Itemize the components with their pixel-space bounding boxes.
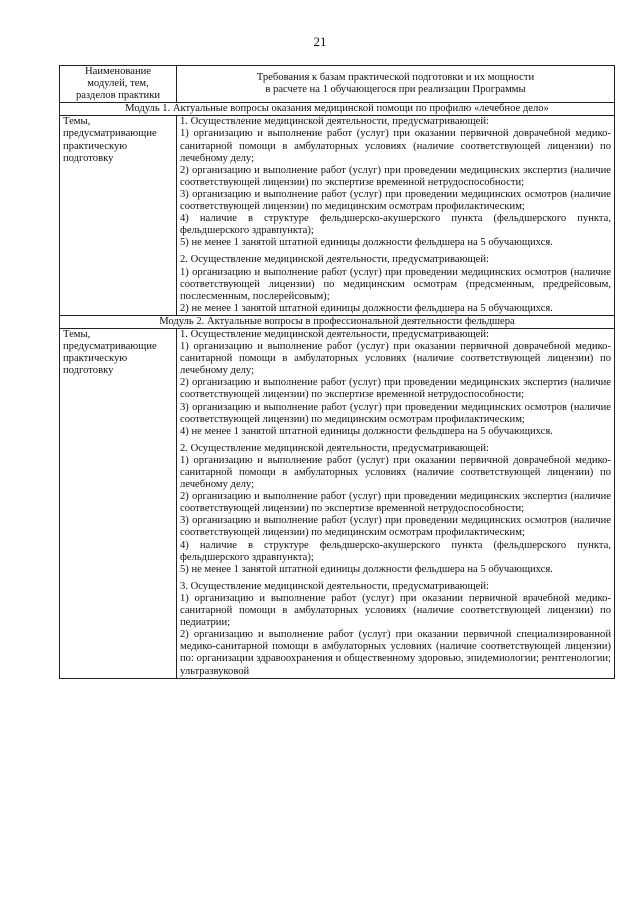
requirement-item: 2) организацию и выполнение работ (услуг) при оказании первичной специализированной медико-санитарной помощи в амбулаторных условиях (наличие соответствующей лицензии) по: организации здравоохранения и общественному здоровью, эпидемиологии; рентгенологии; ультразвуковой: [180, 629, 611, 677]
section-heading: 1. Осуществление медицинской деятельности, предусматривающей:: [180, 116, 489, 128]
requirement-item: 5) не менее 1 занятой штатной единицы должности фельдшера на 5 обучающихся.: [180, 237, 553, 249]
topics-line: предусматривающие: [63, 341, 157, 353]
module-2-content-row: [60, 328, 615, 678]
requirement-section: [180, 443, 611, 576]
requirement-item: 1) организацию и выполнение работ (услуг) при оказании первичной доврачебной медико-санитарной помощи в амбулаторных условиях (наличие соответствующей лицензии) по лечебному делу;: [180, 341, 611, 377]
table-header-row: [60, 66, 615, 103]
module-title-row: [60, 103, 615, 116]
module-1-topics-cell: [60, 116, 177, 316]
section-heading: 3. Осуществление медицинской деятельности, предусматривающей:: [180, 580, 489, 592]
requirement-section: [180, 581, 611, 678]
requirements-table: [59, 65, 615, 679]
requirement-item: 1) организацию и выполнение работ (услуг) при проведении медицинских осмотров (наличие соответствующей лицензии) по медицинским осмотрам (предсменным, предрейсовым, послесменным, послерейсовым);: [180, 266, 611, 302]
page-number: 21: [313, 34, 327, 49]
requirement-item: 5) не менее 1 занятой штатной единицы должности фельдшера на 5 обучающихся.: [180, 563, 553, 575]
requirement-section: [180, 329, 611, 438]
module-2-title: Модуль 2. Актуальные вопросы в профессиональной деятельности фельдшера: [60, 315, 615, 328]
requirement-item: 2) организацию и выполнение работ (услуг) при проведении медицинских экспертиз (наличие соответствующей лицензии) по экспертизе временной нетрудоспособности;: [180, 491, 611, 515]
topics-line: подготовку: [63, 365, 114, 377]
header-right-line: Требования к базам практической подготовки и их мощности: [256, 72, 535, 84]
topics-line: предусматривающие: [63, 128, 157, 140]
requirement-item: 2) не менее 1 занятой штатной единицы должности фельдшера на 5 обучающихся.: [180, 302, 553, 314]
topics-line: Темы,: [63, 116, 91, 128]
requirement-item: 4) не менее 1 занятой штатной единицы должности фельдшера на 5 обучающихся.: [180, 425, 553, 437]
module-title-row: [60, 315, 615, 328]
requirement-item: 4) наличие в структуре фельдшерско-акушерского пункта (фельдшерского пункта, фельдшерского здравпункта);: [180, 213, 611, 237]
header-requirements-column: [177, 66, 615, 103]
section-heading: 1. Осуществление медицинской деятельности, предусматривающей:: [180, 328, 489, 340]
section-heading: 2. Осуществление медицинской деятельности, предусматривающей:: [180, 254, 489, 266]
header-left-line: разделов практики: [75, 90, 161, 102]
topics-line: подготовку: [63, 152, 114, 164]
requirement-item: 3) организацию и выполнение работ (услуг) при проведении медицинских осмотров (наличие соответствующей лицензии) по медицинским осмотрам профилактическим;: [180, 401, 611, 425]
header-left-line: Наименование: [85, 66, 151, 77]
module-2-topics-cell: [60, 328, 177, 678]
requirement-item: 4) наличие в структуре фельдшерско-акушерского пункта (фельдшерского пункта, фельдшерского здравпункта);: [180, 539, 611, 563]
header-right-line: в расчете на 1 обучающегося при реализации Программы: [265, 84, 526, 96]
module-2-requirements-cell: [177, 328, 615, 678]
requirement-item: 3) организацию и выполнение работ (услуг) при проведении медицинских осмотров (наличие соответствующей лицензии) по медицинским осмотрам профилактическим;: [180, 515, 611, 539]
section-heading: 2. Осуществление медицинской деятельности, предусматривающей:: [180, 442, 489, 454]
module-1-title: Модуль 1. Актуальные вопросы оказания медицинской помощи по профилю «лечебное дело»: [60, 103, 615, 116]
requirement-item: 1) организацию и выполнение работ (услуг) при оказании первичной доврачебной медико-санитарной помощи в амбулаторных условиях (наличие соответствующей лицензии) по лечебному делу;: [180, 454, 611, 491]
requirement-section: [180, 254, 611, 314]
requirement-item: 1) организацию и выполнение работ (услуг) при оказании первичной врачебной медико-санитарной помощи в амбулаторных условиях (наличие соответствующей лицензии) по педиатрии;: [180, 592, 611, 629]
requirement-item: 2) организацию и выполнение работ (услуг) при проведении медицинских экспертиз (наличие соответствующей лицензии) по экспертизе временной нетрудоспособности;: [180, 377, 611, 401]
topics-line: практическую: [63, 353, 128, 365]
requirement-item: 3) организацию и выполнение работ (услуг) при проведении медицинских осмотров (наличие соответствующей лицензии) по медицинским осмотрам профилактическим;: [180, 188, 611, 213]
module-1-requirements-cell: [177, 116, 615, 316]
module-1-content-row: [60, 116, 615, 316]
topics-line: практическую: [63, 140, 128, 152]
header-left-line: модулей, тем,: [87, 78, 149, 90]
requirement-item: 2) организацию и выполнение работ (услуг) при проведении медицинских экспертиз (наличие соответствующей лицензии) по экспертизе временной нетрудоспособности;: [180, 164, 611, 188]
requirement-item: 1) организацию и выполнение работ (услуг) при оказании первичной доврачебной медико-санитарной помощи в амбулаторных условиях (наличие соответствующей лицензии) по лечебному делу;: [180, 128, 611, 164]
requirement-section: [180, 116, 611, 249]
topics-line: Темы,: [63, 328, 91, 340]
header-modules-column: [60, 66, 177, 103]
